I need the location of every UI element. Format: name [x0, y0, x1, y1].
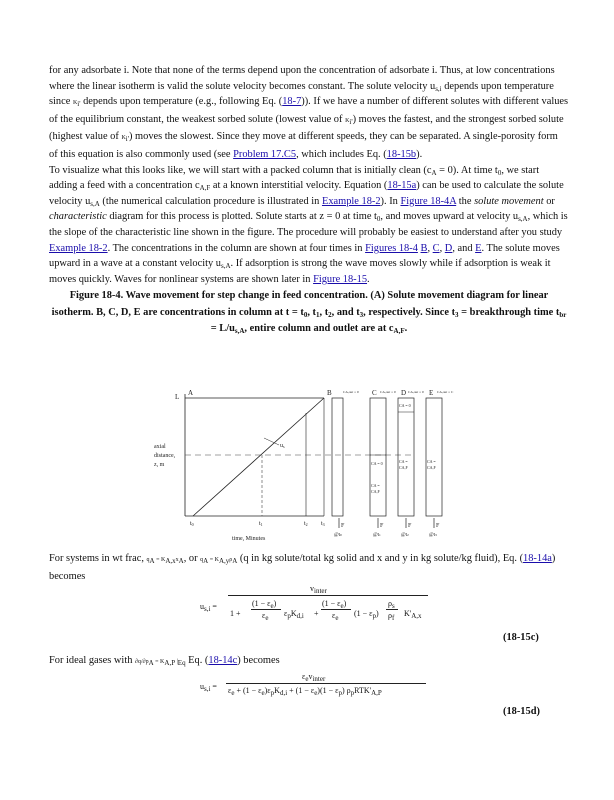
link-eq-18-14a[interactable]: 18-14a	[523, 553, 552, 564]
column-C	[370, 398, 386, 516]
label-E: E	[429, 389, 434, 397]
column-E	[426, 398, 442, 516]
column-E-cf: CA,F	[427, 465, 436, 470]
feed-B: F	[341, 523, 345, 529]
column-B	[332, 398, 343, 516]
time-B: @t0	[334, 533, 342, 538]
link-eq-18-14c[interactable]: 18-14c	[208, 655, 238, 666]
link-example-18-2b[interactable]: Example 18-2	[49, 242, 108, 254]
us-label: us	[280, 443, 285, 449]
eq-number-18-15c: (18-15c)	[503, 632, 539, 643]
link-example-18-2[interactable]: Example 18-2	[321, 195, 381, 207]
link-figure-18-4a[interactable]: Figure 18-4A	[400, 195, 457, 207]
column-D-top-text: CA = 0	[399, 403, 411, 408]
ylabel-3: z, m	[154, 462, 165, 468]
time-D: @t2	[401, 533, 409, 538]
equation-18-15d	[200, 672, 430, 702]
equation-18-15c	[200, 584, 430, 629]
figure-caption: Figure 18-4. Wave movement for step change in feed concentration. (A) Solute movement diagram for linear isotherm. B, C, D, E are concentrations in column at $t = t_0$, $t_1$, $t_2$, and $t_3$, respectively. Since $t_3$ = breakthrough time $t_{br} = L/u_{s,A}$, entire column and outlet are at $c_{A,F}$.	[51, 290, 567, 336]
eq-d-lhs: $u_{s,i}$ =	[200, 682, 217, 693]
time-E: @t3	[429, 533, 437, 538]
label-D: D	[401, 389, 407, 397]
eq-c-f2d: $\varepsilon_e$	[332, 611, 339, 622]
eq-c-f1n: $(1 - \varepsilon_e)$	[252, 599, 277, 610]
link-eq-18-15b[interactable]: 18-15b	[386, 148, 417, 160]
link-eq-18-15a[interactable]: 18-15a	[387, 180, 417, 192]
paragraph-4: For ideal gases with $\partial q/\partial p_A = K_{A,P}$ $|_{Eq}$ Eq. (18-14c) becomes	[49, 655, 280, 667]
column-E-text: CA =	[427, 459, 436, 464]
eq-c-den1: 1 +	[230, 609, 241, 618]
link-fig-d[interactable]: D	[444, 242, 453, 254]
link-fig-b[interactable]: B	[420, 242, 428, 254]
eq-c-lhs: $u_{s,i}$ =	[200, 602, 217, 613]
eq-c-rho-n: $\rho_s$	[388, 599, 395, 610]
eq-c-num: $v_{inter}$	[310, 584, 327, 595]
body-text	[49, 63, 569, 338]
paragraph-1: for any adsorbate i. Note that none of the terms depend upon the concentration of adsorbate i. Thus, at low concentrations where the linear isotherm is valid the solute velocity becomes constant. The solute velocity $u_{s,i}$ depends upon temperature since $K_{i'}$ depends upon temperature (e.g., following Eq. (18-7)). If we have a number of different solutes with different values of the equilibrium constant, the weakest sorbed solute (lowest value of $K_{i'}$) moves the fastest, and the strongest sorbed solute (highest value of $K_{i'}$) moves the slowest. Since they move at different speeds, they can be separated. A single-porosity form of this equation is also commonly used (see Problem 17.C5, which includes Eq. (18-15b).	[49, 65, 569, 160]
eq-c-eps: $\varepsilon_pK_{d,i}$	[284, 609, 304, 620]
column-D	[398, 398, 414, 516]
column-D-cf: CA,F	[399, 465, 408, 470]
figure-18-4	[154, 385, 468, 543]
column-C-top-text: CA = 0	[371, 461, 383, 466]
outlet-D: CA,out = 0	[408, 390, 424, 394]
link-fig-c[interactable]: C	[432, 242, 440, 254]
us-pointer	[264, 438, 279, 445]
ylabel-2: distance,	[154, 453, 176, 459]
feed-C: F	[380, 523, 384, 529]
link-eq-18-7[interactable]: 18-7	[282, 96, 302, 108]
column-C-cf: CA,F	[371, 489, 380, 494]
outlet-C: CA,out = 0	[380, 390, 396, 394]
eq-c-f2n: $(1 - \varepsilon_e)$	[322, 599, 347, 610]
link-problem-17c5[interactable]: Problem 17.C5	[233, 148, 297, 160]
outlet-E: CA,out = C	[437, 390, 454, 394]
eq-d-den: $\varepsilon_e + (1 - \varepsilon_e)\varepsilon_pK_{d,i} + (1 - \varepsilon_e)(1 - \varepsilon_p)$ $\rho_pRTK'_{A,P}$	[228, 686, 382, 697]
eq-d-bar	[226, 683, 426, 684]
xlabel: time, Minutes	[232, 536, 266, 542]
column-D-bottom-text: CA =	[399, 459, 408, 464]
tick-t0: t0	[190, 521, 194, 527]
link-figure-18-15[interactable]: Figure 18-15	[313, 273, 368, 285]
ylabel-1: axial	[154, 444, 166, 450]
link-fig-e[interactable]: E	[475, 242, 482, 254]
eq-d-num: $\varepsilon_ev_{inter}$	[302, 672, 326, 683]
column-C-bottom-text: CA =	[371, 483, 380, 488]
outlet-B: CA,out = 0	[343, 390, 359, 394]
eq-c-f1d: $\varepsilon_e$	[262, 611, 269, 622]
tick-t3: t3	[321, 521, 325, 527]
eq-c-plus: +	[314, 609, 319, 618]
lower-text	[49, 551, 569, 584]
eq-c-kax: $K'_{A,x}$	[404, 609, 422, 620]
paragraph-2: To visualize what this looks like, we will start with a packed column that is initially clean $(c_A = 0)$. At time $t_0$, we start adding a feed with a concentration $c_{A,F}$ at a known interstitial velocity. Equation (18-15a) can be used to calculate the solute velocity $u_{s,A}$ (the numerical calculation procedure is illustrated in Example 18-2). In Figure 18-4A the solute movement or characteristic diagram for this process is plotted. Solute starts at z = 0 at time $t_0$, and moves upward at velocity $u_{s,A}$, which is the slope of the characteristic line shown in the figure. The procedure will probably be easiest to understand after you study Example 18-2. The concentrations in the column are shown at four times in Figures 18-4 B, C, D, and E. The solute moves upward in a wave at a constant velocity $u_{s,A}$. If adsorption is strong the wave moves slowly while if adsorption is weak it moves quickly. Waves for nonlinear systems are shown later in Figure 18-15.	[49, 164, 568, 285]
eq-c-rho-d: $\rho_f$	[388, 611, 395, 622]
feed-D: F	[408, 523, 412, 529]
link-figures-18-4[interactable]: Figures 18-4	[365, 242, 418, 254]
label-A: A	[188, 389, 194, 397]
time-C: @t1	[373, 533, 381, 538]
eq-c-bar	[228, 595, 428, 596]
tick-t1: t1	[259, 521, 263, 527]
characteristic-line	[193, 398, 324, 516]
label-L: L	[175, 393, 180, 401]
eq-number-18-15d: (18-15d)	[503, 706, 540, 717]
feed-arrows	[339, 518, 434, 528]
paragraph-3: For systems in wt frac, $q_A = K_{A,x}x_A$, or $q_A = K_{A,y}\rho_A$ (q in kg solute/total kg solid and x and y in kg solute/kg fluid), Eq. (18-14a) becomes	[49, 553, 556, 582]
lower-text-2	[49, 653, 569, 671]
tick-t2: t2	[304, 521, 308, 527]
label-C: C	[372, 389, 377, 397]
feed-E: F	[436, 523, 440, 529]
label-B: B	[327, 389, 332, 397]
eq-c-tail: $(1 - \varepsilon_p)$	[354, 609, 379, 620]
